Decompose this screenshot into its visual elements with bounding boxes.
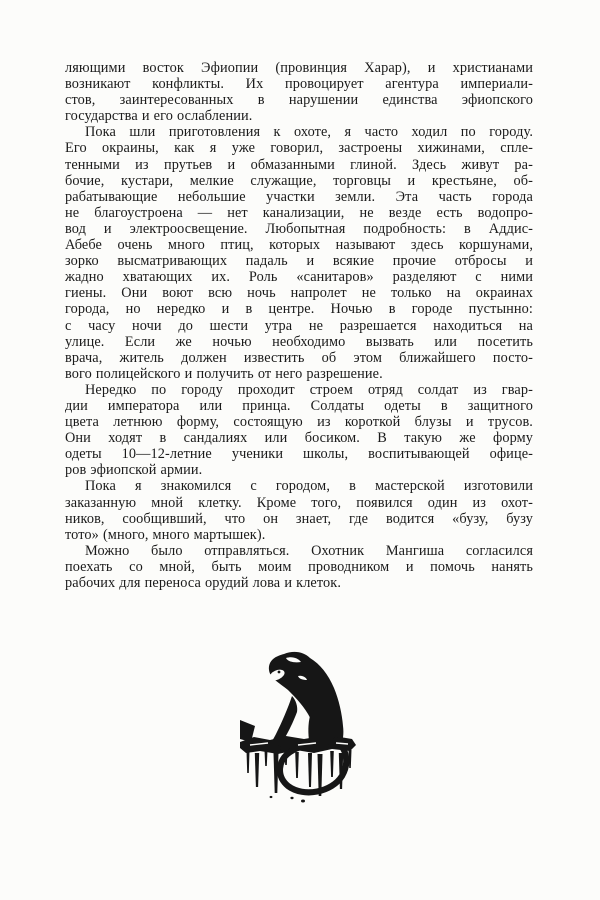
text-line: дии императора или принца. Солдаты одеты в защитного <box>65 397 533 414</box>
text-line: зорко высматривающих падаль и всякие прочие отбросы и <box>65 253 533 270</box>
text-line: Пока я знакомился с городом, в мастерской изготовили <box>85 478 533 495</box>
text-line: ров эфиопской армии. <box>65 462 203 479</box>
text-line: вод и электроосвещение. Любопытная подробность: в Аддис- <box>65 220 533 237</box>
text-line: возникают конфликты. Их провоцирует агентура империали- <box>65 76 533 93</box>
text-line: с часу ночи до шести утра не разрешается находиться на <box>65 317 533 334</box>
text-line: рабатывающие небольшие участки земли. Эта часть города <box>65 188 533 205</box>
paragraph-city-walks <box>65 124 533 382</box>
text-line: рабочих для переноса орудий лова и клеток. <box>65 575 342 591</box>
text-line: тенными из прутьев и обмазанными глиной. Здесь живут ра- <box>65 156 533 173</box>
text-line: поехать со мной, быть моим проводником и помочь нанять <box>65 558 533 575</box>
text-line: гиены. Они воют всю ночь напролет не только на окраинах <box>65 285 533 302</box>
text-line: Пока шли приготовления к охоте, я часто ходил по городу. <box>85 124 533 141</box>
text-line: бочие, кустари, мелкие служащие, торговцы и крестьяне, об- <box>65 172 533 189</box>
text-line: улице. Если же ночью необходимо вызвать или посетить <box>65 333 533 350</box>
text-line: государства и его ослаблении. <box>65 108 253 125</box>
paragraph-soldiers <box>65 382 533 479</box>
text-line: Его окраины, как я уже говорил, застроены хижинами, спле- <box>65 140 533 157</box>
text-line: врача, житель должен известить об этом ближайшего посто- <box>65 349 533 366</box>
text-line: Нередко по городу проходит строем отряд солдат из гвар- <box>85 381 533 398</box>
paragraph-cage <box>65 478 533 542</box>
paragraph-departure <box>65 543 533 591</box>
text-line: заказанную мной клетку. Кроме того, появился один из охот- <box>65 494 533 511</box>
text-block <box>65 60 533 591</box>
monkey-illustration <box>240 650 360 805</box>
text-line: Абебе очень много птиц, которых называют здесь коршунами, <box>65 237 533 254</box>
text-line: тото» (много, много мартышек). <box>65 526 266 543</box>
text-line: Они ходят в сандалиях или босиком. В такую же форму <box>65 430 533 447</box>
monkey-on-branch-icon <box>240 650 360 805</box>
text-line: одеты 10—12-летние ученики школы, воспитывающей офице- <box>65 446 533 463</box>
text-line: Можно было отправляться. Охотник Мангиша согласился <box>85 542 533 559</box>
text-line: жадно хватающих их. Роль «санитаров» разделяют с ними <box>65 269 533 286</box>
text-line: не благоустроена — нет канализации, не везде есть водопро- <box>65 204 533 221</box>
text-line: цвета летнюю форму, состоящую из короткой блузы и трусов. <box>65 414 533 431</box>
text-line: города, но нередко и в центре. Ночью в городе пустынно: <box>65 301 533 318</box>
text-line: ляющими восток Эфиопии (провинция Харар), и христианами <box>65 60 533 76</box>
text-line: вого полицейского и получить от него разрешение. <box>65 365 383 382</box>
text-line: ников, сообщивший, что он знает, где водится «бузу, бузу <box>65 510 533 527</box>
text-line: стов, заинтересованных в нарушении единства эфиопского <box>65 92 533 109</box>
paragraph-continuation <box>65 60 533 124</box>
